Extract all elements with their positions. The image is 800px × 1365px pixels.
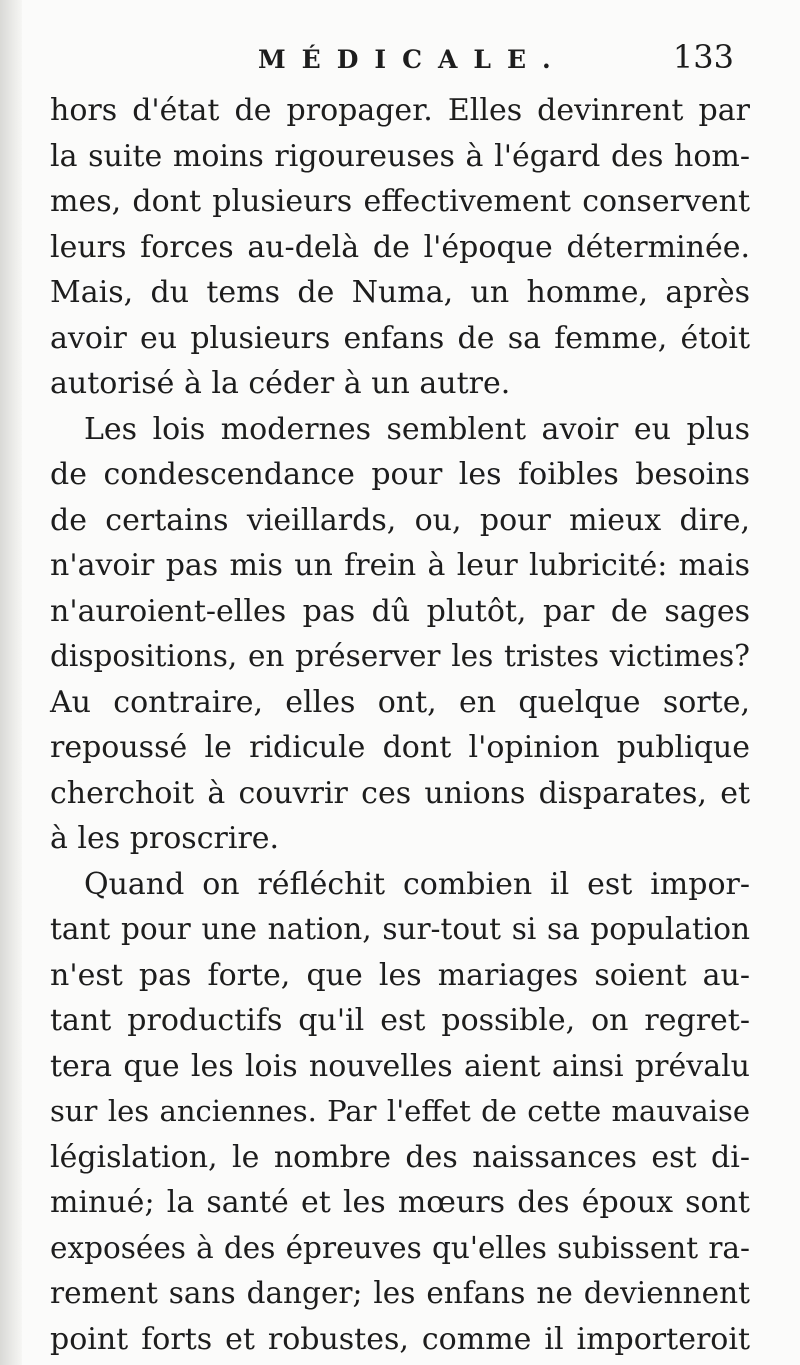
text-line: Au contraire, elles ont, en quelque sorte,: [50, 684, 750, 720]
text-line: n'avoir pas mis un frein à leur lubricité: mais: [50, 548, 750, 583]
text-line: à les proscrire.: [50, 821, 280, 856]
text-line: tant pour une nation, sur-tout si sa population: [50, 912, 750, 946]
text-line: dispositions, en préserver les tristes victimes?: [50, 639, 750, 673]
text-line: Les lois modernes semblent avoir eu plus: [84, 411, 750, 447]
text-line: avoir eu plusieurs enfans de sa femme, étoit: [50, 320, 750, 356]
text-line: de certains vieillards, ou, pour mieux dire,: [50, 502, 750, 538]
text-line: point forts et robustes, comme il importeroit: [50, 1321, 750, 1357]
running-title: MÉDICALE.: [258, 45, 567, 74]
text-line: minué; la santé et les mœurs des époux sont: [50, 1185, 750, 1220]
text-line: rement sans danger; les enfans ne deviennent: [50, 1276, 750, 1310]
text-line: Mais, du tems de Numa, un homme, après: [50, 275, 750, 310]
page-number: 133: [672, 38, 734, 76]
text-line: Quand on réfléchit combien il est impor-: [84, 866, 750, 902]
body-text: [50, 88, 750, 1362]
page-edge-shadow: [0, 0, 22, 1365]
text-line: la suite moins rigoureuses à l'égard des hom-: [50, 138, 750, 174]
text-line: législation, le nombre des naissances est di-: [50, 1139, 750, 1175]
text-line: mes, dont plusieurs effectivement conservent: [50, 184, 750, 219]
text-line: n'auroient-elles pas dû plutôt, par de sages: [50, 593, 750, 629]
text-line: tera que les lois nouvelles aient ainsi prévalu: [50, 1048, 750, 1084]
text-line: autorisé à la céder à un autre.: [50, 366, 511, 401]
text-line: sur les anciennes. Par l'effet de cette mauvaise: [50, 1094, 750, 1128]
text-line: cherchoit à couvrir ces unions disparates, et: [50, 775, 750, 811]
text-line: tant productifs qu'il est possible, on regret-: [50, 1003, 750, 1038]
text-line: de condescendance pour les foibles besoins: [50, 457, 750, 492]
text-line: exposées à des épreuves qu'elles subissent ra-: [50, 1230, 750, 1265]
running-head: [258, 38, 734, 88]
text-line: repoussé le ridicule dont l'opinion publique: [50, 730, 750, 765]
text-line: leurs forces au-delà de l'époque déterminée.: [50, 229, 750, 265]
text-line: n'est pas forte, que les mariages soient au-: [50, 957, 750, 993]
text-line: hors d'état de propager. Elles devinrent par: [50, 93, 750, 128]
